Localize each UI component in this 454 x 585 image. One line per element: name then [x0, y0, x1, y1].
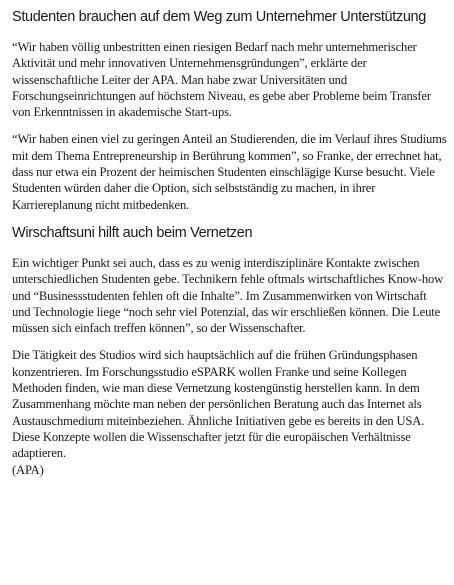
paragraph-4: Die Tätigkeit des Studios wird sich hauptsächlich auf die frühen Gründungsphasen konzentrieren. Im Forschungsstudio eSPARK wollen Franke und seine Kollegen Methoden finden, wie man diese Vernetzung kostengünstig herstellen kann. In dem Zusammenhang möchte man neben der persönlichen Beratung auch das Internet als Austauschmedium miteinbeziehen. Ähnliche Initiativen gebe es bereits in den USA. Diese Konzepte wollen die Wissenschafter jetzt für die europäischen Verhältnisse adaptieren. — [12, 348, 425, 461]
source-credit: (APA) — [12, 462, 44, 477]
paragraph-3: Ein wichtiger Punkt sei auch, dass es zu wenig interdisziplinäre Kontakte zwischen unterschiedlichen Studenten gebe. Technikern fehle oftmals wirtschaftliches Know-how und “Businessstudenten fehlen oft die Inhalte”. Im Zusammenwirken von Wirtschaft und Technologie liege “noch sehr viel Potenzial, das wir erschließen können. Die Leute müssen sich einfach treffen können”, so der Wissenschafter. — [12, 255, 444, 336]
article — [12, 8, 448, 478]
section-heading-startup-support: Studenten brauchen auf dem Weg zum Unternehmer Unterstützung — [12, 9, 426, 25]
paragraph-1: “Wir haben völlig unbestritten einen riesigen Bedarf nach mehr unternehmerischer Aktivität und mehr innovativen Unternehmensgründungen”, erklärte der wissenschaftliche Leiter der APA. Man habe zwar Universitäten und Forschungseinrichtungen auf höchstem Niveau, es gebe aber Probleme beim Transfer von Erkenntnissen in akademische Start-ups. — [12, 40, 431, 120]
paragraph-2: “Wir haben einen viel zu geringen Anteil an Studierenden, die im Verlauf ihres Studiums mit dem Thema Entrepreneurship in Berührung kommen”, so Franke, der errechnet hat, dass nur etwa ein Prozent der heimischen Studenten einschlägige Kurse besucht. Viele Studenten würden daher die Option, sich selbstständig zu machen, in ihrer Karriereplanung nicht mitbedenken. — [12, 132, 447, 212]
section-heading-networking: Wirschaftsuni hilft auch beim Vernetzen — [12, 224, 253, 241]
